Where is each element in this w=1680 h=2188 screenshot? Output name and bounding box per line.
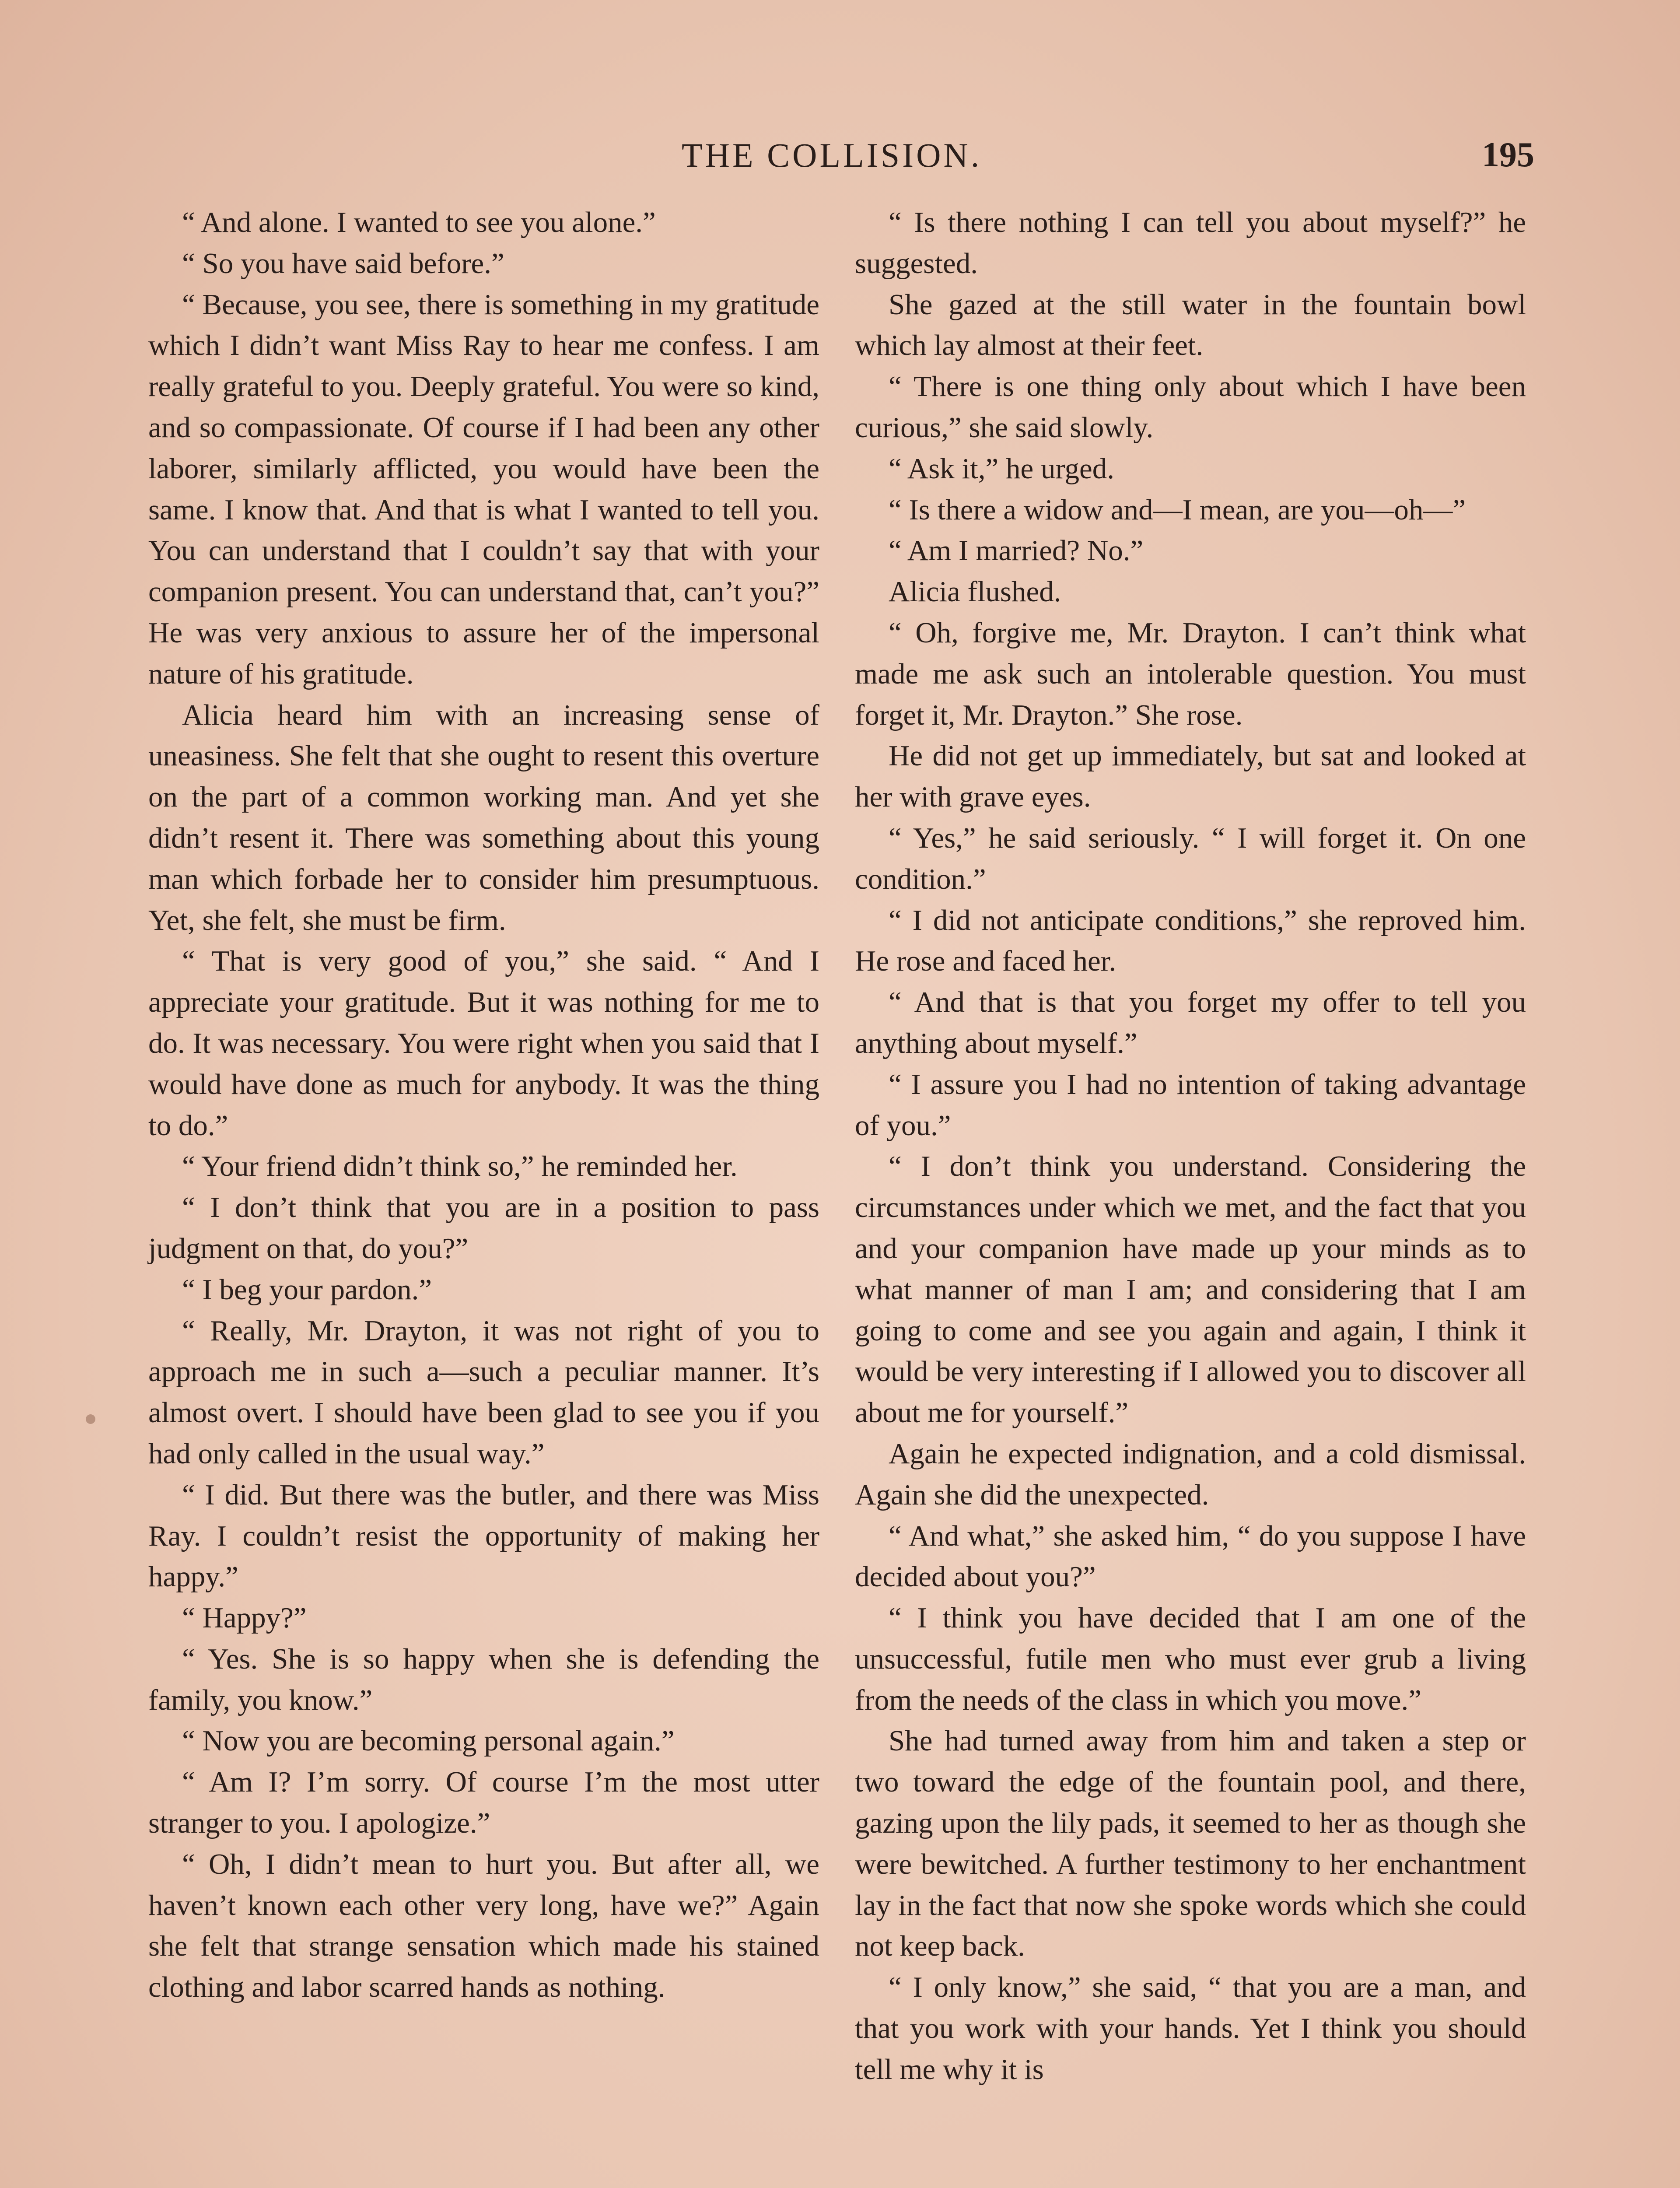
paragraph: “ I only know,” she said, “ that you are a man, and that you work with your hands. Yet I think you should tell me why it is [855,1971,1526,2086]
paragraph: “ I did not anticipate conditions,” she reproved him. He rose and faced her. [855,904,1526,978]
running-head: THE COLLISION. [682,136,982,174]
paragraph: “ I think you have decided that I am one of the unsuccessful, futile men who must ever grub a living from the needs of the class in which you move.” [855,1602,1526,1716]
page-number: 195 [1482,136,1534,174]
paragraph: “ Happy?” [182,1602,307,1634]
paragraph: “ And alone. I wanted to see you alone.” [182,206,656,238]
paragraph: “ Now you are becoming personal again.” [182,1725,675,1757]
paragraph: “ I did. But there was the butler, and there was Miss Ray. I couldn’t resist the opportunity of making her happy.” [148,1478,819,1593]
paragraph: Alicia heard him with an increasing sense of uneasiness. She felt that she ought to resent this overture on the part of a common working man. And yet she didn’t resent it. There was something about this young man which forbade her to consider him presumptuous. Yet, she felt, she must be firm. [148,698,819,936]
paragraph: She had turned away from him and taken a step or two toward the edge of the fountain pool, and there, gazing upon the lily pads, it seemed to her as though she were bewitched. A further testimony to her enchantment lay in the fact that now she spoke words which she could not keep back. [855,1725,1526,1963]
paragraph: “ And what,” she asked him, “ do you suppose I have decided about you?” [855,1519,1526,1593]
paragraph: “ That is very good of you,” she said. “ And I appreciate your gratitude. But it was nothing for me to do. It was necessary. You were right when you said that I would have done as much for anybody. It was the thing to do.” [148,945,819,1142]
paragraph: “ Is there nothing I can tell you about myself?” he suggested. [855,206,1526,280]
paragraph: “ Oh, forgive me, Mr. Drayton. I can’t think what made me ask such an intolerable question. You must forget it, Mr. Drayton.” She rose. [855,616,1526,731]
paragraph: “ Am I married? No.” [889,534,1144,567]
paragraph: “ Yes. She is so happy when she is defending the family, you know.” [148,1642,819,1716]
paragraph: “ Your friend didn’t think so,” he reminded her. [182,1150,738,1183]
paragraph: Alicia flushed. [889,575,1061,608]
paragraph: “ Oh, I didn’t mean to hurt you. But after all, we haven’t known each other very long, have we?” Again she felt that strange sensation which made his stained clothing and labor scarred hands as nothing. [148,1848,819,2004]
left-column [148,202,819,2008]
paragraph: “ I beg your pardon.” [182,1273,432,1306]
paragraph: “ Yes,” he said seriously. “ I will forget it. On one condition.” [855,821,1526,895]
paragraph: “ I don’t think that you are in a position to pass judgment on that, do you?” [148,1191,819,1265]
paragraph: She gazed at the still water in the fountain bowl which lay almost at their feet. [855,288,1526,362]
paper-speck [86,1414,95,1424]
paragraph: “ So you have said before.” [182,247,504,280]
right-column [855,202,1526,2090]
paragraph: “ There is one thing only about which I have been curious,” she said slowly. [855,370,1526,444]
paragraph: “ I assure you I had no intention of taking advantage of you.” [855,1068,1526,1142]
paragraph: “ And that is that you forget my offer to tell you anything about myself.” [855,986,1526,1059]
paragraph: “ Really, Mr. Drayton, it was not right of you to approach me in such a—such a peculiar manner. It’s almost overt. I should have been glad to see you if you had only called in the usual way.” [148,1314,819,1470]
paragraph: “ Is there a widow and—I mean, are you—oh—” [889,493,1466,526]
page-header [682,127,1534,175]
paragraph: Again he expected indignation, and a cold dismissal. Again she did the unexpected. [855,1437,1526,1511]
paragraph: “ I don’t think you understand. Considering the circumstances under which we met, and the fact that you and your companion have made up your minds as to what manner of man I am; and considering that I am going to come and see you again and again, I think it would be very interesting if I allowed you to discover all about me for yourself.” [855,1150,1526,1429]
paragraph: “ Because, you see, there is something in my gratitude which I didn’t want Miss Ray to hear me confess. I am really grateful to you. Deeply grateful. You were so kind, and so compassionate. Of course if I had been any other laborer, similarly afflicted, you would have been the same. I know that. And that is what I wanted to tell you. You can understand that I couldn’t say that with your companion present. You can understand that, can’t you?” He was very anxious to assure her of the impersonal nature of his gratitude. [148,288,819,690]
paragraph: “ Am I? I’m sorry. Of course I’m the most utter stranger to you. I apologize.” [148,1766,819,1840]
paragraph: “ Ask it,” he urged. [889,452,1115,485]
paragraph: He did not get up immediately, but sat and looked at her with grave eyes. [855,740,1526,813]
